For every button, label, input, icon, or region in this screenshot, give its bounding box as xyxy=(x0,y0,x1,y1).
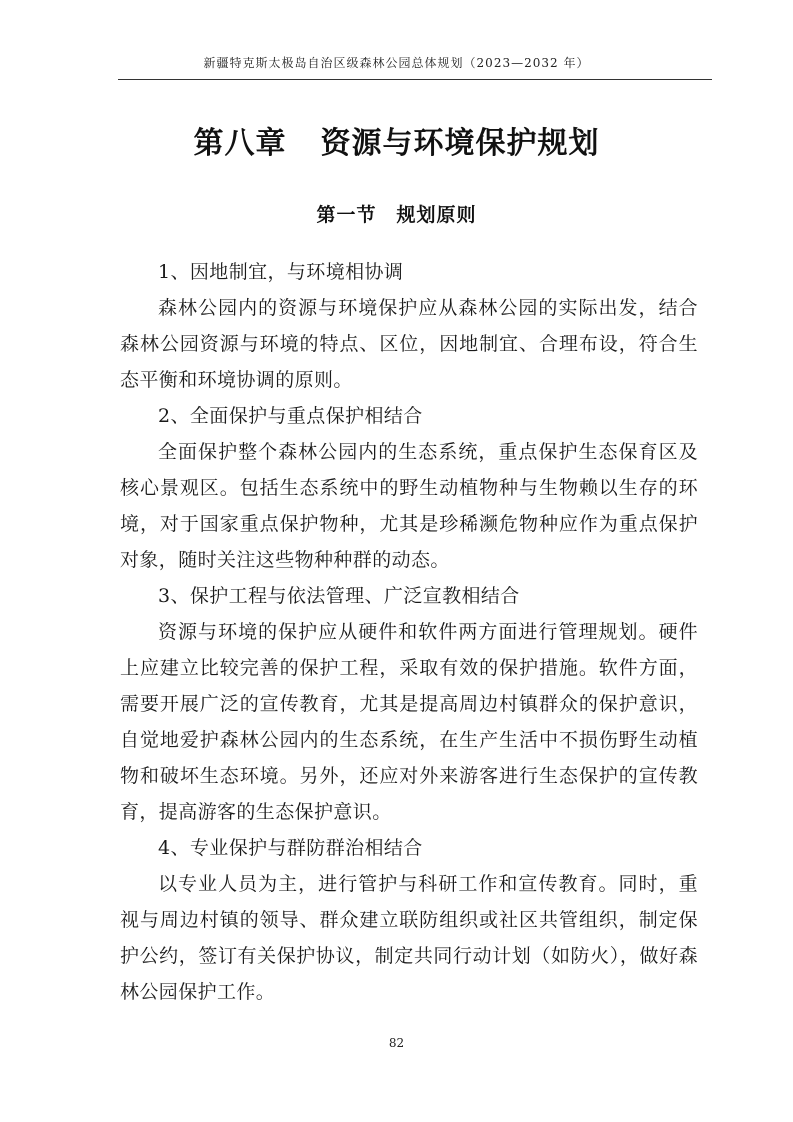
principle-heading: 4、专业保护与群防群治相结合 xyxy=(158,837,423,859)
principle-heading: 3、保护工程与依法管理、广泛宣教相结合 xyxy=(158,585,520,607)
body-text xyxy=(120,254,698,1010)
principle-paragraph: 森林公园内的资源与环境保护应从森林公园的实际出发，结合森林公园资源与环境的特点、区位，因地制宜、合理布设，符合生态平衡和环境协调的原则。 xyxy=(120,297,698,391)
principle-paragraph: 资源与环境的保护应从硬件和软件两方面进行管理规划。硬件上应建立比较完善的保护工程，采取有效的保护措施。软件方面，需要开展广泛的宣传教育，尤其是提高周边村镇群众的保护意识，自觉地爱护森林公园内的生态系统，在生产生活中不损伤野生动植物和破坏生态环境。另外，还应对外来游客进行生态保护的宣传教育，提高游客的生态保护意识。 xyxy=(120,621,698,823)
principle-paragraph: 全面保护整个森林公园内的生态系统，重点保护生态保育区及核心景观区。包括生态系统中的野生动植物种与生物赖以生存的环境，对于国家重点保护物种，尤其是珍稀濒危物种应作为重点保护对象，随时关注这些物种种群的动态。 xyxy=(120,441,698,571)
principle-paragraph: 以专业人员为主，进行管护与科研工作和宣传教育。同时，重视与周边村镇的领导、群众建立联防组织或社区共管组织，制定保护公约，签订有关保护协议，制定共同行动计划（如防火），做好森林公园保护工作。 xyxy=(120,873,698,1003)
chapter-title xyxy=(0,118,793,162)
page-number: 82 xyxy=(388,1036,405,1050)
section-number: 第一节 xyxy=(316,204,377,226)
principle-heading: 1、因地制宜，与环境相协调 xyxy=(158,261,404,283)
principle-heading: 2、全面保护与重点保护相结合 xyxy=(158,405,423,427)
running-header: 新疆特克斯太极岛自治区级森林公园总体规划（2023—2032 年） xyxy=(203,56,590,70)
chapter-number: 第八章 xyxy=(193,126,287,161)
section-name: 规划原则 xyxy=(396,204,477,226)
header-divider xyxy=(118,79,712,80)
chapter-name: 资源与环境保护规划 xyxy=(320,126,600,161)
section-title xyxy=(0,200,793,227)
